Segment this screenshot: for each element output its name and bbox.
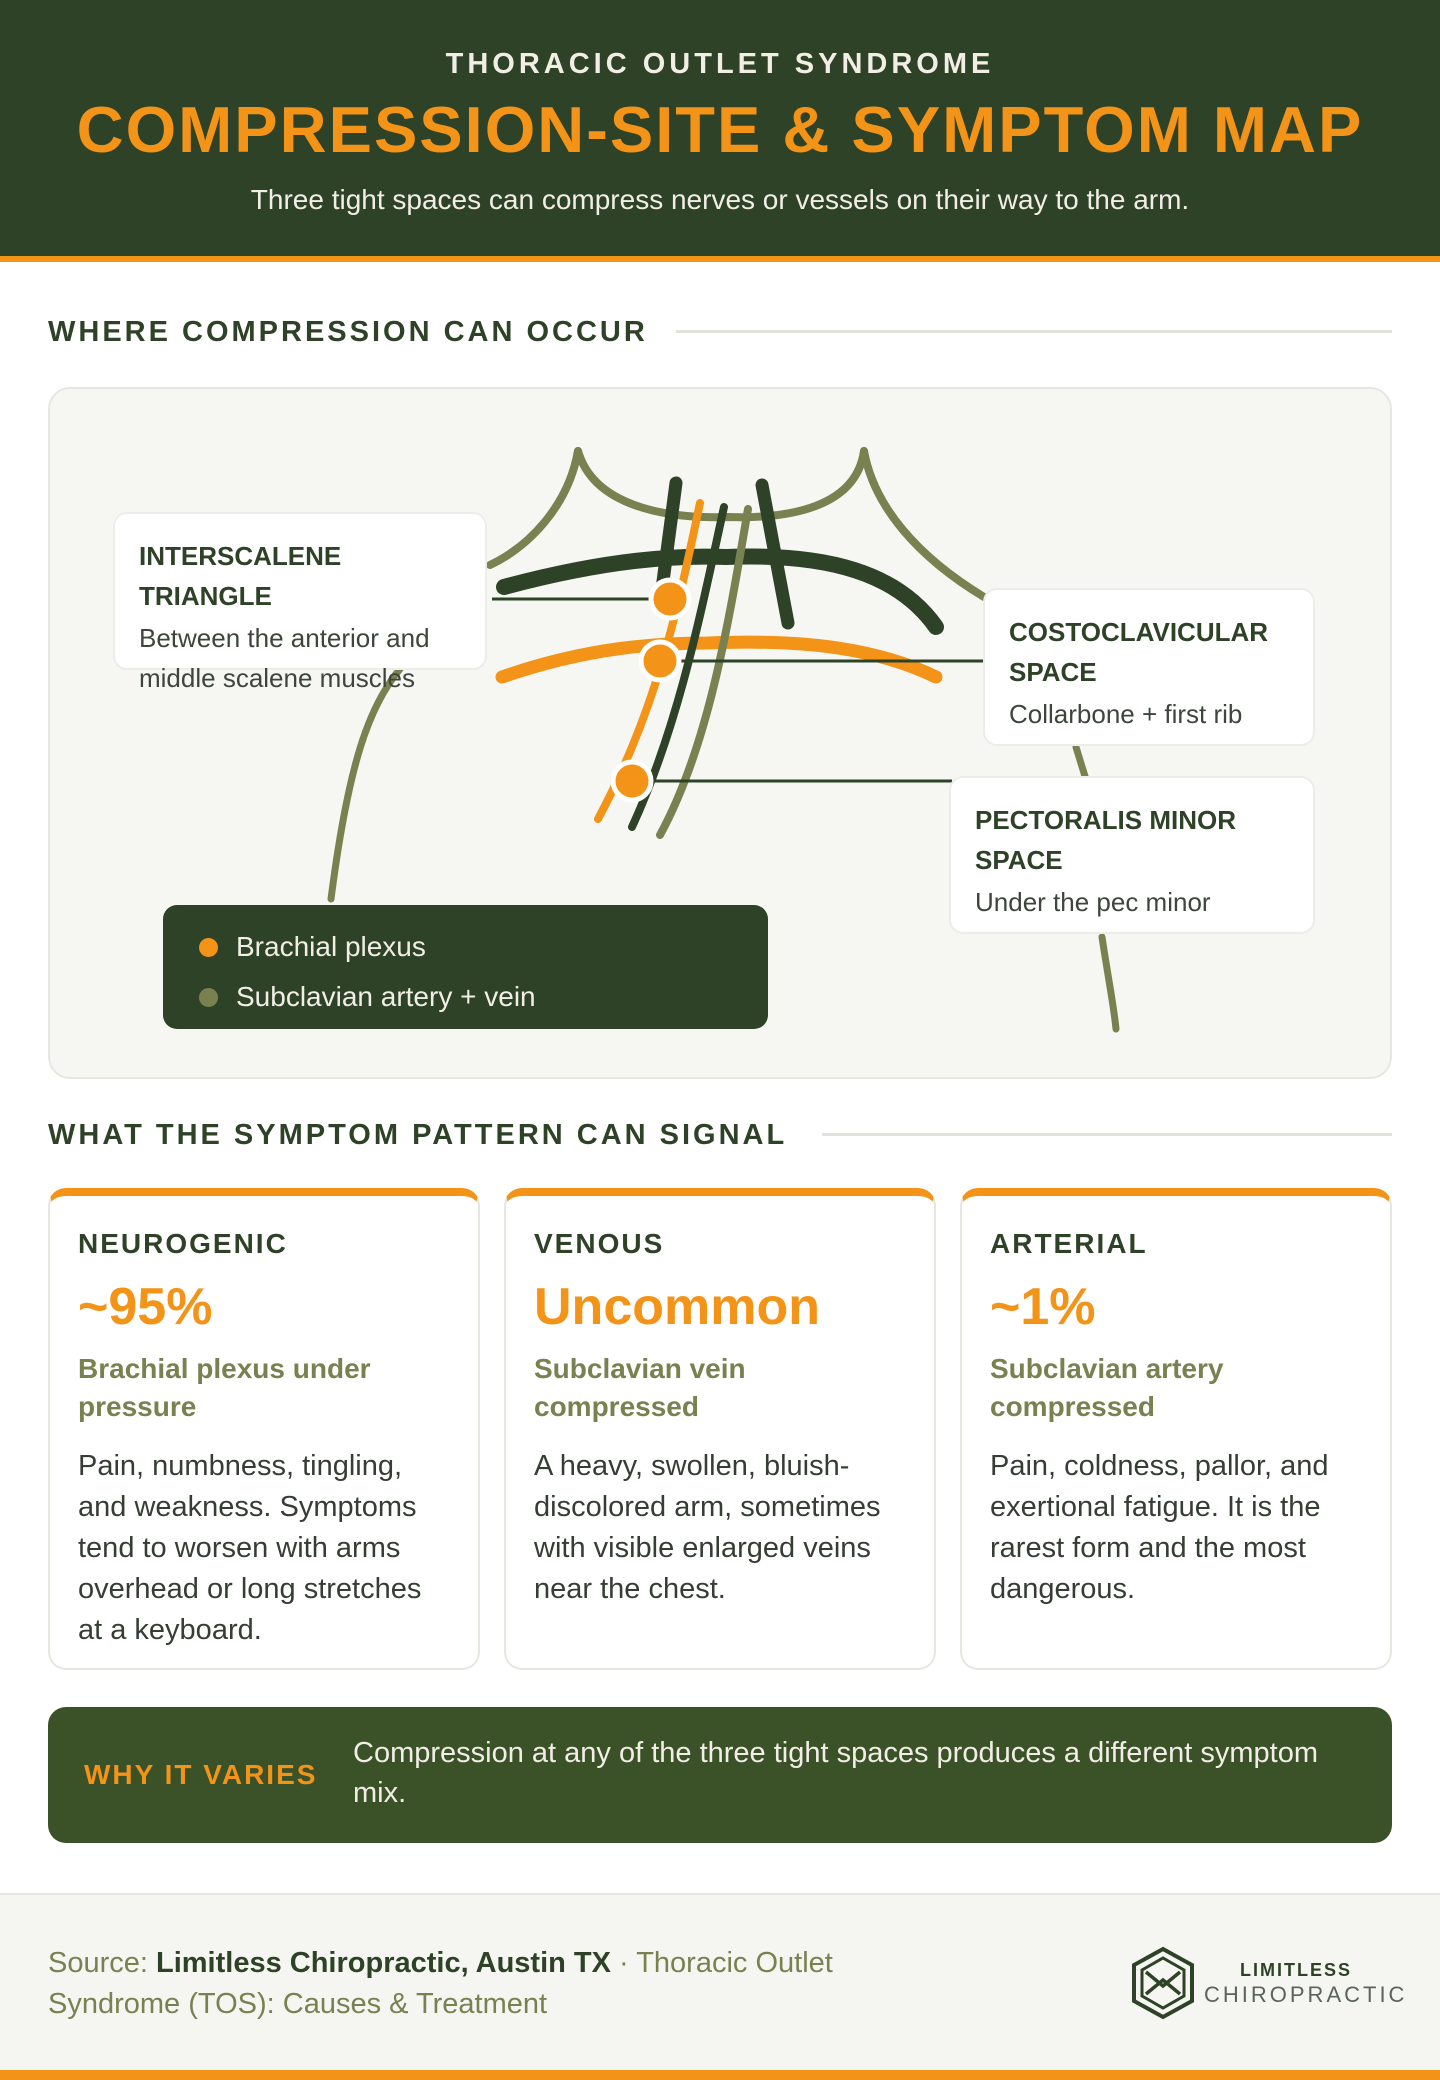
banner-text: Compression at any of the three tight spaces produces a different symptom mix. [353, 1737, 1319, 1809]
callout-costoclavicular [983, 588, 1315, 746]
card-stat: ~1% [990, 1278, 1096, 1336]
compression-marker-pectoralis [613, 762, 651, 800]
callout-title: INTERSCALENE TRIANGLE [139, 541, 342, 611]
legend-label: Subclavian artery + vein [236, 981, 536, 1012]
card-stat: ~95% [78, 1278, 213, 1336]
source-title: · Thoracic Outlet Syndrome (TOS): Causes & Treatment [48, 1947, 833, 2020]
callout-description: Collarbone + first rib [1009, 699, 1243, 729]
callout-pectoralis-minor [949, 776, 1315, 934]
card-subtitle: Subclavian artery compressed [990, 1353, 1224, 1422]
legend-label: Brachial plexus [236, 931, 426, 962]
compression-marker-interscalene [651, 580, 689, 618]
card-venous [504, 1188, 936, 1670]
card-stat: Uncommon [534, 1278, 820, 1336]
logo-icon [1130, 1946, 1196, 2020]
map-legend [163, 905, 768, 1029]
section-heading-where: WHERE COMPRESSION CAN OCCUR [48, 316, 648, 348]
logo-wordmark-bottom: CHIROPRACTIC [1204, 1982, 1408, 2007]
logo-wordmark-top: LIMITLESS [1240, 1960, 1352, 1980]
legend-swatch-nerve [199, 938, 218, 957]
legend-item [199, 927, 732, 967]
legend-swatch-vessels [199, 988, 218, 1007]
callout-description: Under the pec minor [975, 887, 1211, 917]
anterior-scalene [662, 483, 676, 589]
card-body: Pain, numbness, tingling, and weakness. Symptoms tend to worsen with arms overhead or long stretches at a keyboard. [78, 1450, 422, 1646]
card-neurogenic [48, 1188, 480, 1670]
card-subtitle: Subclavian vein compressed [534, 1353, 746, 1422]
source-organization: Limitless Chiropractic, Austin TX [156, 1947, 611, 1979]
section-divider [822, 1133, 1392, 1136]
page-title: COMPRESSION-SITE & SYMPTOM MAP [76, 93, 1364, 166]
callout-interscalene [113, 512, 487, 693]
compression-marker-costoclavicular [641, 642, 679, 680]
card-body: A heavy, swollen, bluish-discolored arm, sometimes with visible enlarged veins near the chest. [534, 1450, 881, 1605]
banner-label: WHY IT VARIES [84, 1759, 318, 1790]
left-shoulder-outline [490, 451, 578, 565]
source-citation [48, 1943, 928, 2025]
bottom-accent-bar [0, 2070, 1440, 2080]
why-it-varies-banner [48, 1707, 1392, 1843]
callout-title: COSTOCLAVICULAR SPACE [1009, 617, 1269, 687]
card-arterial [960, 1188, 1392, 1670]
page-subtitle: Three tight spaces can compress nerves or vessels on their way to the arm. [250, 184, 1190, 215]
section-heading-pattern: WHAT THE SYMPTOM PATTERN CAN SIGNAL [48, 1119, 788, 1151]
first-rib [504, 557, 936, 627]
card-subtitle: Brachial plexus under pressure [78, 1353, 371, 1422]
callout-description: Between the anterior and middle scalene muscles [139, 623, 430, 693]
callout-title: PECTORALIS MINOR SPACE [975, 805, 1236, 875]
section-divider [676, 330, 1392, 333]
card-body: Pain, coldness, pallor, and exertional fatigue. It is the rarest form and the most dangerous. [990, 1450, 1329, 1605]
page-header [0, 0, 1440, 262]
header-eyebrow: THORACIC OUTLET SYNDROME [445, 48, 995, 80]
legend-item [199, 977, 732, 1017]
source-prefix: Source: [48, 1947, 156, 1979]
right-arm-lower-outline [1102, 937, 1116, 1029]
card-label: ARTERIAL [990, 1228, 1148, 1259]
card-label: VENOUS [534, 1228, 665, 1259]
left-arm-outline [331, 669, 400, 899]
card-label: NEUROGENIC [78, 1228, 288, 1259]
